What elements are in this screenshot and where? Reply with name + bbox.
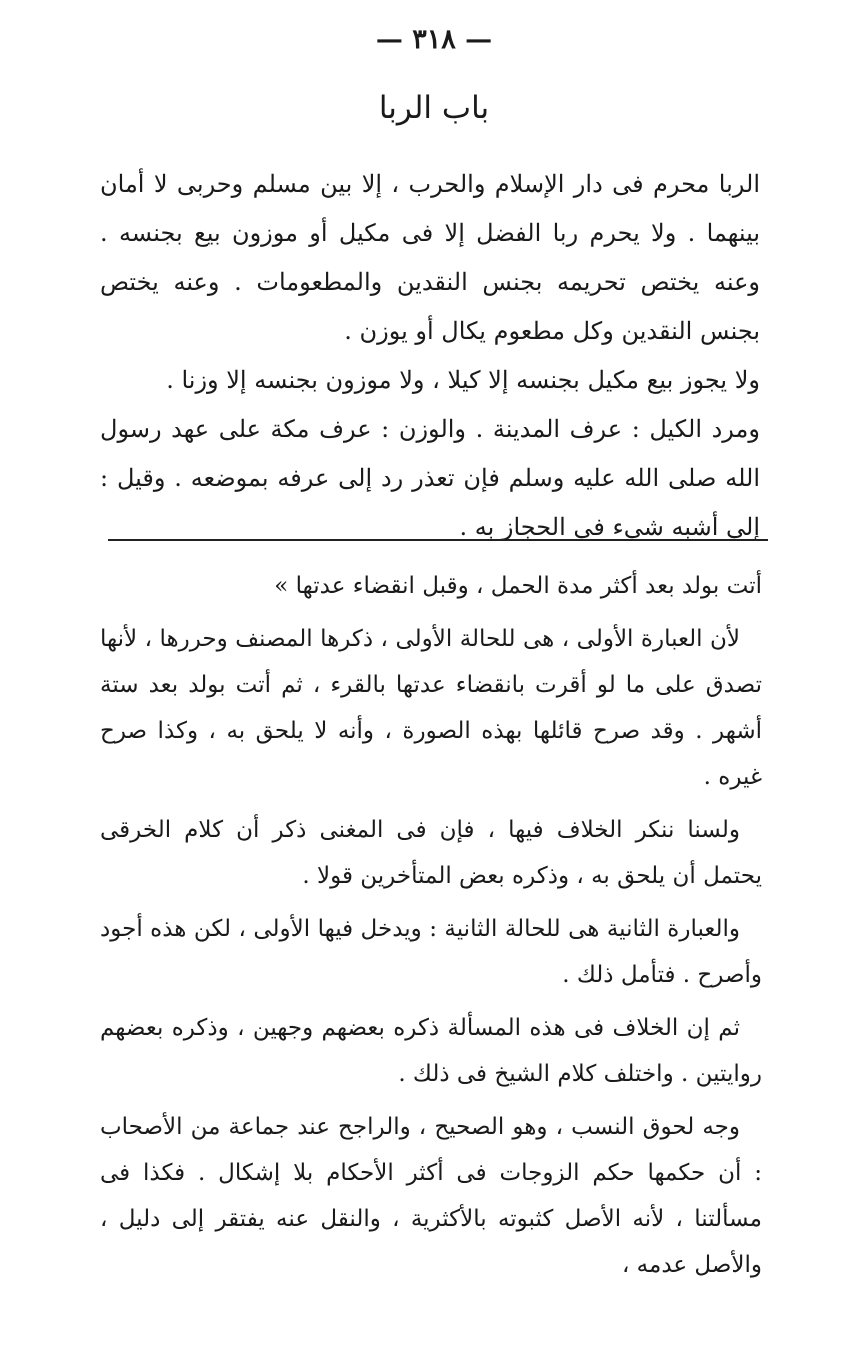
commentary-paragraph: ولسنا ننكر الخلاف فيها ، فإن فى المغنى ذكر أن كلام الخرقى يحتمل أن يلحق به ، وذكره بعض المتأخرين قولا . — [100, 817, 762, 889]
page-number: — ٣١٨ — — [375, 24, 493, 55]
commentary-paragraph: ثم إن الخلاف فى هذه المسألة ذكره بعضهم وجهين ، وذكره بعضهم روايتين . واختلف كلام الشيخ فى ذلك . — [100, 1015, 762, 1087]
footnote-divider — [108, 539, 768, 541]
commentary-paragraph: والعبارة الثانية هى للحالة الثانية : ويدخل فيها الأولى ، لكن هذه أجود وأصرح . فتأمل ذلك . — [100, 916, 762, 988]
main-text — [100, 160, 760, 552]
main-paragraph: الربا محرم فى دار الإسلام والحرب ، إلا بين مسلم وحربى لا أمان بينهما . ولا يحرم ربا الفضل إلا فى مكيل أو موزون بيع بجنسه . وعنه يختص تحريمه بجنس النقدين والمطعومات . وعنه يختص بجنس النقدين وكل مطعوم يكال أو يوزن . — [100, 170, 760, 345]
chapter-title: باب الربا — [378, 90, 490, 126]
commentary-paragraph: لأن العبارة الأولى ، هى للحالة الأولى ، ذكرها المصنف وحررها ، لأنها تصدق على ما لو أقرت بانقضاء عدتها بالقرء ، ثم أتت بولد بعد ستة أشهر . وقد صرح قائلها بهذه الصورة ، وأنه لا يلحق به ، وكذا صرح غيره . — [100, 626, 762, 790]
main-paragraph: ولا يجوز بيع مكيل بجنسه إلا كيلا ، ولا موزون بجنسه إلا وزنا . — [166, 366, 760, 394]
commentary-paragraph: وجه لحوق النسب ، وهو الصحيح ، والراجح عند جماعة من الأصحاب : أن حكمها حكم الزوجات فى أكثر الأحكام بلا إشكال . فكذا فى مسألتنا ، لأنه الأصل كثبوته بالأكثرية ، والنقل عنه يفتقر إلى دليل ، والأصل عدمه ، — [100, 1114, 762, 1278]
commentary-text — [100, 563, 762, 1295]
commentary-paragraph: أتت بولد بعد أكثر مدة الحمل ، وقبل انقضاء عدتها » — [274, 573, 762, 599]
main-paragraph: ومرد الكيل : عرف المدينة . والوزن : عرف مكة على عهد رسول الله صلى الله عليه وسلم فإن تعذر رد إلى عرفه بموضعه . وقيل : إلى أشبه شىء فى الحجاز به . — [100, 415, 760, 541]
